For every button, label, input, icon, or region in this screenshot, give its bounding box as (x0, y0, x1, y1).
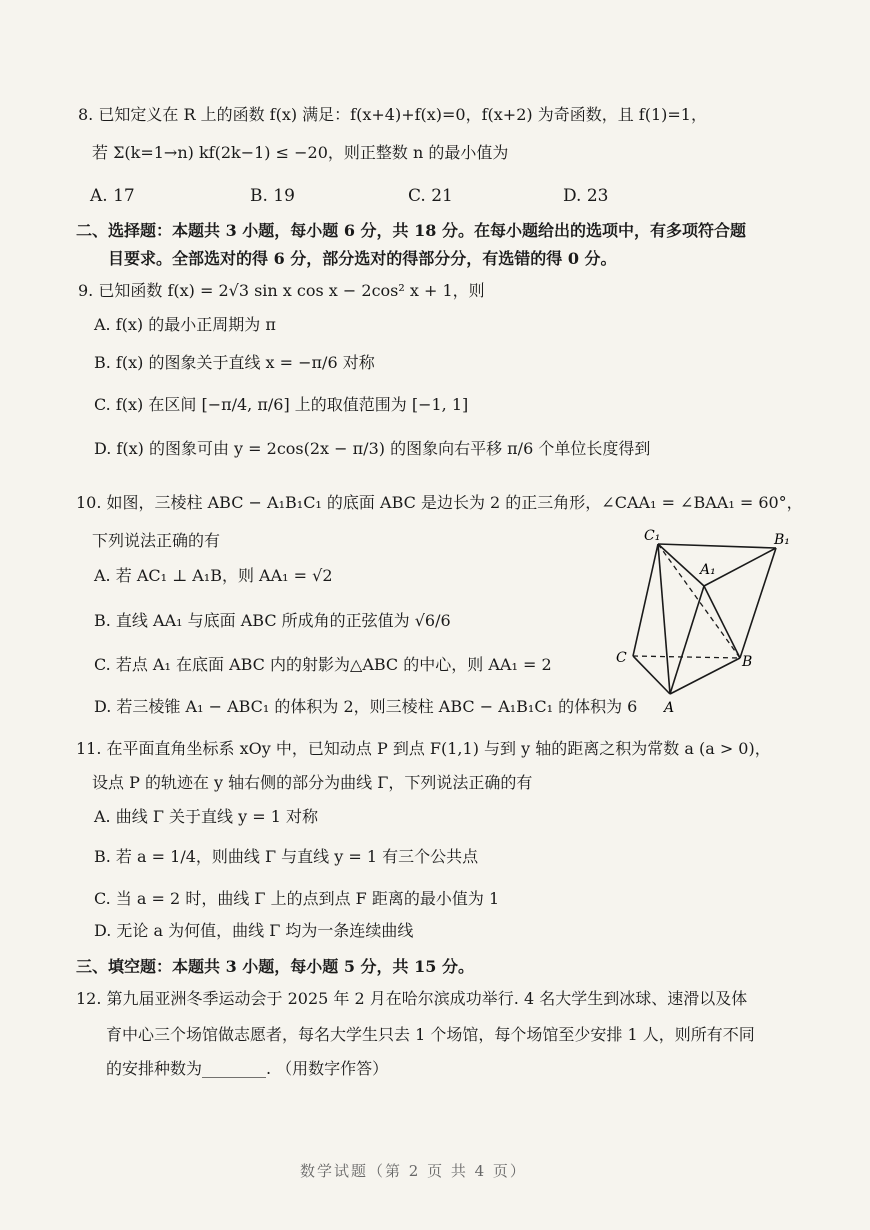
label-c: C (616, 650, 627, 666)
section2-line2: 目要求。全部选对的得 6 分，部分选对的得部分分，有选错的得 0 分。 (108, 249, 617, 268)
q12-line3: 的安排种数为________. （用数字作答） (106, 1059, 389, 1078)
edge-c1-b1 (658, 544, 776, 548)
label-c1: C₁ (644, 528, 661, 544)
label-b: B (742, 654, 753, 670)
q8-option-c: C. 21 (408, 186, 453, 206)
q11-option-a: A. 曲线 Γ 关于直线 y = 1 对称 (94, 807, 318, 826)
q10-stem1: 10. 如图，三棱柱 ABC − A₁B₁C₁ 的底面 ABC 是边长为 2 的正三角形，∠CAA₁ = ∠BAA₁ = 60°， (76, 493, 803, 512)
q11-option-c: C. 当 a = 2 时，曲线 Γ 上的点到点 F 距离的最小值为 1 (94, 889, 500, 908)
section2-line1: 二、选择题：本题共 3 小题，每小题 6 分，共 18 分。在每小题给出的选项中，有多项符合题 (76, 221, 746, 240)
q12-line2: 育中心三个场馆做志愿者，每名大学生只去 1 个场馆，每个场馆至少安排 1 人，则所有不同 (106, 1025, 755, 1044)
page-footer: 数学试题（第 2 页 共 4 页） (300, 1162, 527, 1180)
q10-option-a: A. 若 AC₁ ⊥ A₁B，则 AA₁ = √2 (94, 566, 333, 585)
edge-c1-c (633, 544, 658, 656)
hidden-edge-c-b (633, 656, 740, 658)
prism-diagram (608, 524, 798, 720)
q8-line1: 8. 已知定义在 R 上的函数 f(x) 满足：f(x+4)+f(x)=0，f(x+2) 为奇函数，且 f(1)=1， (78, 105, 707, 124)
edge-a1-a (670, 586, 704, 694)
edge-c1-a1 (658, 544, 704, 586)
q9-option-d: D. f(x) 的图象可由 y = 2cos(2x − π/3) 的图象向右平移 π/6 个单位长度得到 (94, 439, 651, 458)
edge-c-a (633, 656, 670, 694)
q11-stem2: 设点 P 的轨迹在 y 轴右侧的部分为曲线 Γ，下列说法正确的有 (92, 773, 533, 792)
q9-option-a: A. f(x) 的最小正周期为 π (94, 315, 276, 334)
edge-c1-a (658, 544, 670, 694)
label-b1: B₁ (774, 532, 790, 548)
q12-line1: 12. 第九届亚洲冬季运动会于 2025 年 2 月在哈尔滨成功举行. 4 名大学生到冰球、速滑以及体 (76, 989, 748, 1008)
q9-option-c: C. f(x) 在区间 [−π/4, π/6] 上的取值范围为 [−1, 1] (94, 395, 469, 414)
q10-stem2: 下列说法正确的有 (92, 531, 221, 550)
q10-option-c: C. 若点 A₁ 在底面 ABC 内的射影为△ABC 的中心，则 AA₁ = 2 (94, 655, 552, 674)
q11-option-b: B. 若 a = 1/4，则曲线 Γ 与直线 y = 1 有三个公共点 (94, 847, 479, 866)
edge-a1-b (704, 586, 740, 658)
q9-stem: 9. 已知函数 f(x) = 2√3 sin x cos x − 2cos² x + 1，则 (78, 281, 485, 300)
section3-heading: 三、填空题：本题共 3 小题，每小题 5 分，共 15 分。 (76, 957, 474, 976)
label-a1: A₁ (700, 562, 716, 578)
q10-option-b: B. 直线 AA₁ 与底面 ABC 所成角的正弦值为 √6/6 (94, 611, 451, 630)
q8-option-a: A. 17 (90, 186, 135, 206)
q8-option-b: B. 19 (250, 186, 295, 206)
q11-option-d: D. 无论 a 为何值，曲线 Γ 均为一条连续曲线 (94, 921, 414, 940)
q8-option-d: D. 23 (563, 186, 609, 206)
q11-stem1: 11. 在平面直角坐标系 xOy 中，已知动点 P 到点 F(1,1) 与到 y 轴的距离之积为常数 a (a > 0)， (76, 739, 771, 758)
label-a: A (664, 700, 675, 716)
edge-a-b (670, 658, 740, 694)
q8-line2: 若 Σ(k=1→n) kf(2k−1) ≤ −20，则正整数 n 的最小值为 (92, 143, 509, 162)
prism-figure (608, 524, 798, 720)
q9-option-b: B. f(x) 的图象关于直线 x = −π/6 对称 (94, 353, 375, 372)
q10-option-d: D. 若三棱锥 A₁ − ABC₁ 的体积为 2，则三棱柱 ABC − A₁B₁C₁ 的体积为 6 (94, 697, 638, 716)
